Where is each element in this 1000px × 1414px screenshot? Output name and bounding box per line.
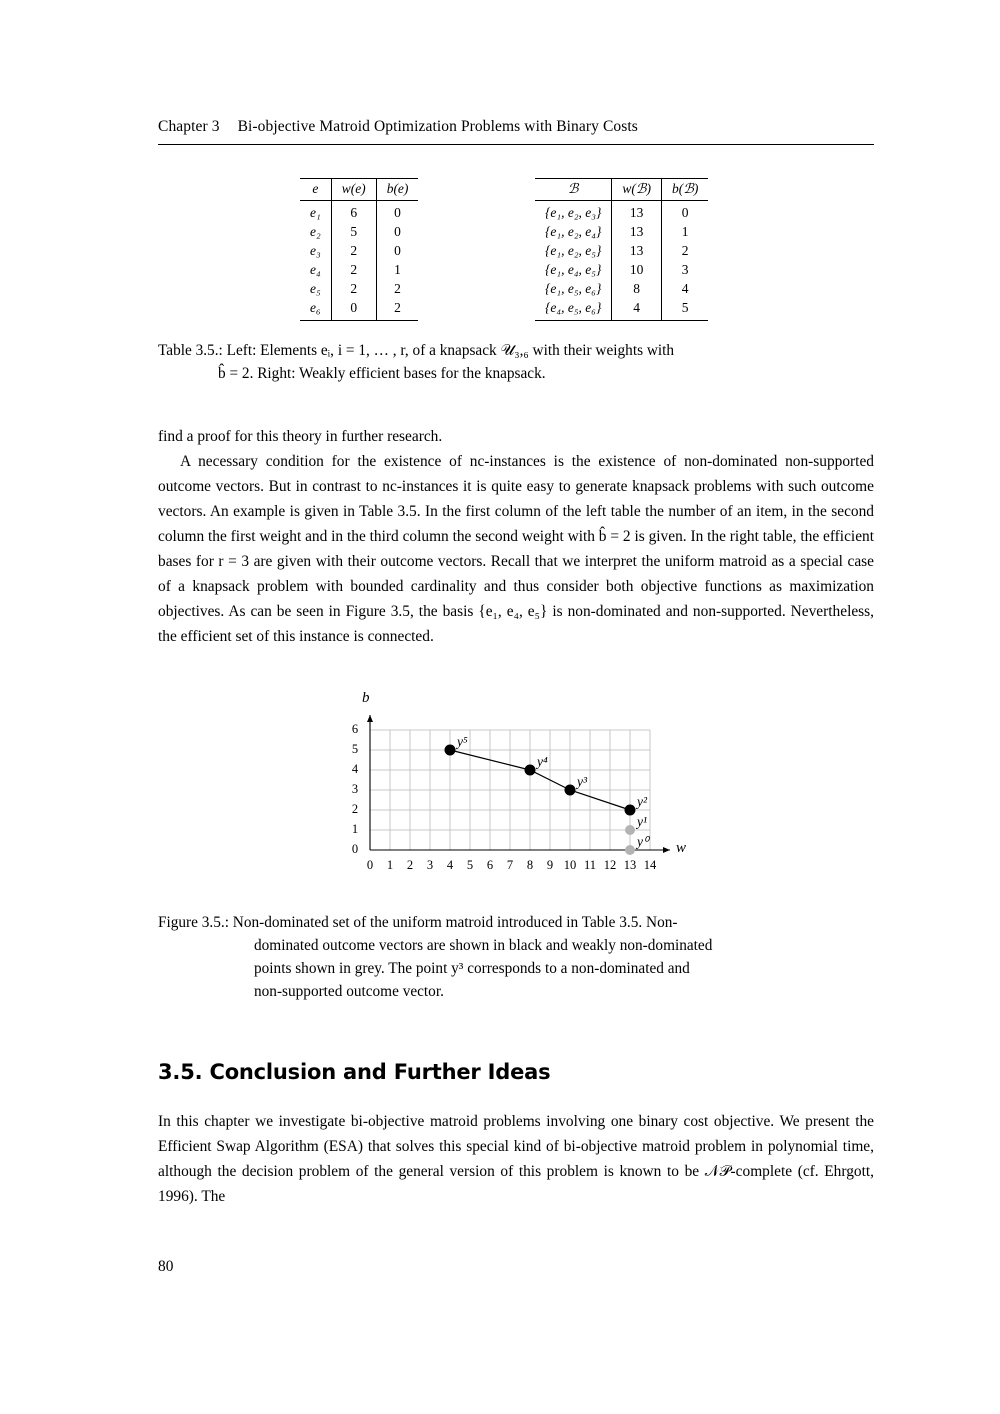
cell: e₄ [310,261,321,277]
y-tick-2: 2 [351,802,359,816]
table-caption [158,340,874,386]
cell: 2 [331,260,376,279]
cell: 13 [612,241,662,260]
paragraph-1: find a proof for this theory in further research. [158,428,443,445]
table-caption-line1: Table 3.5.: Left: Elements eᵢ, i = 1, … , r, of a knapsack 𝒰₃,₆ with their weights with [158,342,675,359]
x-tick-9: 9 [546,858,554,872]
cell: 13 [612,200,662,222]
cell: 2 [331,279,376,298]
cell: 0 [376,200,418,222]
section-heading: 3.5. Conclusion and Further Ideas [158,1060,551,1084]
data-point-y3 [565,785,576,796]
cell: 8 [612,279,662,298]
data-point-y5 [445,745,456,756]
figure-caption-line1: Figure 3.5.: Non-dominated set of the uniform matroid introduced in Table 3.5. Non- [158,914,678,931]
point-label-y1: y¹ [637,814,648,829]
x-tick-7: 7 [506,858,514,872]
table-row [300,179,418,201]
x-tick-3: 3 [426,858,434,872]
cell: 2 [376,298,418,320]
cell: e₂ [310,223,321,239]
cell: 5 [661,298,708,320]
table-row [300,298,418,320]
table-row [535,260,708,279]
paragraph-2: A necessary condition for the existence of nc-instances is the existence of non-dominated non-supported outcome vectors. But in contrast to nc-instances it is quite easy to generate knapsack problems with such outcome vectors. An example is given in Table 3.5. In the first column of the left table the number of an item, in the second column the first weight and in the third column the second weight with b̂ = 2 is given. In the right table, the efficient bases for r = 3 are given with their outcome vectors. Recall that we interpret the uniform matroid as a special case of a knapsack problem with bounded cardinality and thus consider both objective functions as maximization objectives. As can be seen in Figure 3.5, the basis {e₁, e₄, e₅} is non-dominated and non-supported. Nevertheless, the efficient set of this instance is connected. [158,453,874,645]
point-label-y3: y³ [577,774,588,789]
cell: 13 [612,222,662,241]
cell: 10 [612,260,662,279]
cell: 2 [376,279,418,298]
cell: 0 [376,241,418,260]
figure-caption [158,912,874,1004]
y-tick-3: 3 [351,782,359,796]
x-tick-6: 6 [486,858,494,872]
y-tick-6: 6 [351,722,359,736]
table-row [535,222,708,241]
point-label-y0: y⁰ [637,834,649,849]
table-right [535,178,708,321]
table-row [300,260,418,279]
table-row [535,179,708,201]
y-tick-0: 0 [351,842,359,856]
x-tick-5: 5 [466,858,474,872]
cell: {e₁, e₅, e₆} [545,280,602,296]
table-left-header-2: b(e) [376,179,418,201]
point-label-y2: y² [637,794,648,809]
cell: {e₁, e₂, e₅} [545,242,602,258]
y-tick-1: 1 [351,822,359,836]
table-right-header-0: ℬ [535,179,612,201]
plot-axes [367,715,670,853]
figure-caption-line3: points shown in grey. The point y³ corresponds to a non-dominated and [254,959,690,977]
cell: 1 [661,222,708,241]
data-point-y0 [625,845,635,855]
x-tick-1: 1 [386,858,394,872]
table-caption-line2: b̂ = 2. Right: Weakly efficient bases for the knapsack. [218,364,546,382]
x-tick-10: 10 [563,858,577,872]
table-row [300,241,418,260]
table-row [300,200,418,222]
cell: e₅ [310,280,321,296]
cell: 0 [331,298,376,320]
table-right-header-2: b(ℬ) [661,179,708,201]
figure-caption-line2: dominated outcome vectors are shown in black and weakly non-dominated [254,936,713,954]
point-label-y4: y⁴ [537,754,548,769]
x-tick-4: 4 [446,858,454,872]
cell: e₆ [300,298,331,320]
cell: {e₁, e₄, e₅} [545,261,602,277]
y-tick-5: 5 [351,742,359,756]
cell: 5 [331,222,376,241]
x-tick-11: 11 [583,858,597,872]
data-point-y1 [625,825,635,835]
figure-plot [340,690,700,895]
cell: 3 [661,260,708,279]
table-left [300,178,418,321]
x-tick-12: 12 [603,858,617,872]
cell: 6 [331,200,376,222]
running-head-rule [158,144,874,145]
table-right-header-1: w(ℬ) [612,179,662,201]
paragraph-3: In this chapter we investigate bi-objective matroid problems involving one binary cost objective. We present the Efficient Swap Algorithm (ESA) that solves this special kind of bi-objective matroid problem in polynomial time, although the decision problem of the general version of this problem is known to be 𝒩𝒫-complete (cf. Ehrgott, 1996). The [158,1113,874,1205]
cell: {e₁, e₂, e₄} [545,223,602,239]
cell: 4 [612,298,662,320]
running-head-chapter: Chapter 3 [158,118,220,135]
cell: 0 [661,200,708,222]
cell: e₃ [310,242,321,258]
cell: e₁ [310,204,321,220]
running-head [158,118,874,136]
page-number: 80 [158,1258,174,1275]
x-tick-0: 0 [366,858,374,872]
cell: 1 [376,260,418,279]
x-tick-8: 8 [526,858,534,872]
table-row [535,279,708,298]
y-tick-4: 4 [351,762,359,776]
cell: {e₄, e₅, e₆} [535,298,612,320]
cell: {e₁, e₂, e₃} [545,204,602,220]
plot-gridlines [370,730,650,850]
running-head-title: Bi-objective Matroid Optimization Problems with Binary Costs [237,118,638,135]
data-point-y4 [525,765,536,776]
x-tick-2: 2 [406,858,414,872]
point-label-y5: y⁵ [457,734,468,749]
table-row [300,222,418,241]
table-row [300,279,418,298]
cell: 0 [376,222,418,241]
table-left-header-1: w(e) [331,179,376,201]
x-axis-label: w [676,840,687,856]
cell: 2 [331,241,376,260]
table-row [535,241,708,260]
x-tick-14: 14 [643,858,657,872]
cell: 4 [661,279,708,298]
figure-caption-line4: non-supported outcome vector. [254,982,444,1000]
y-axis-label: b [362,690,370,706]
cell: 2 [661,241,708,260]
data-point-y2 [625,805,636,816]
table-row [535,200,708,222]
table-left-header-0: e [300,179,331,201]
x-tick-13: 13 [623,858,637,872]
table-row [535,298,708,320]
